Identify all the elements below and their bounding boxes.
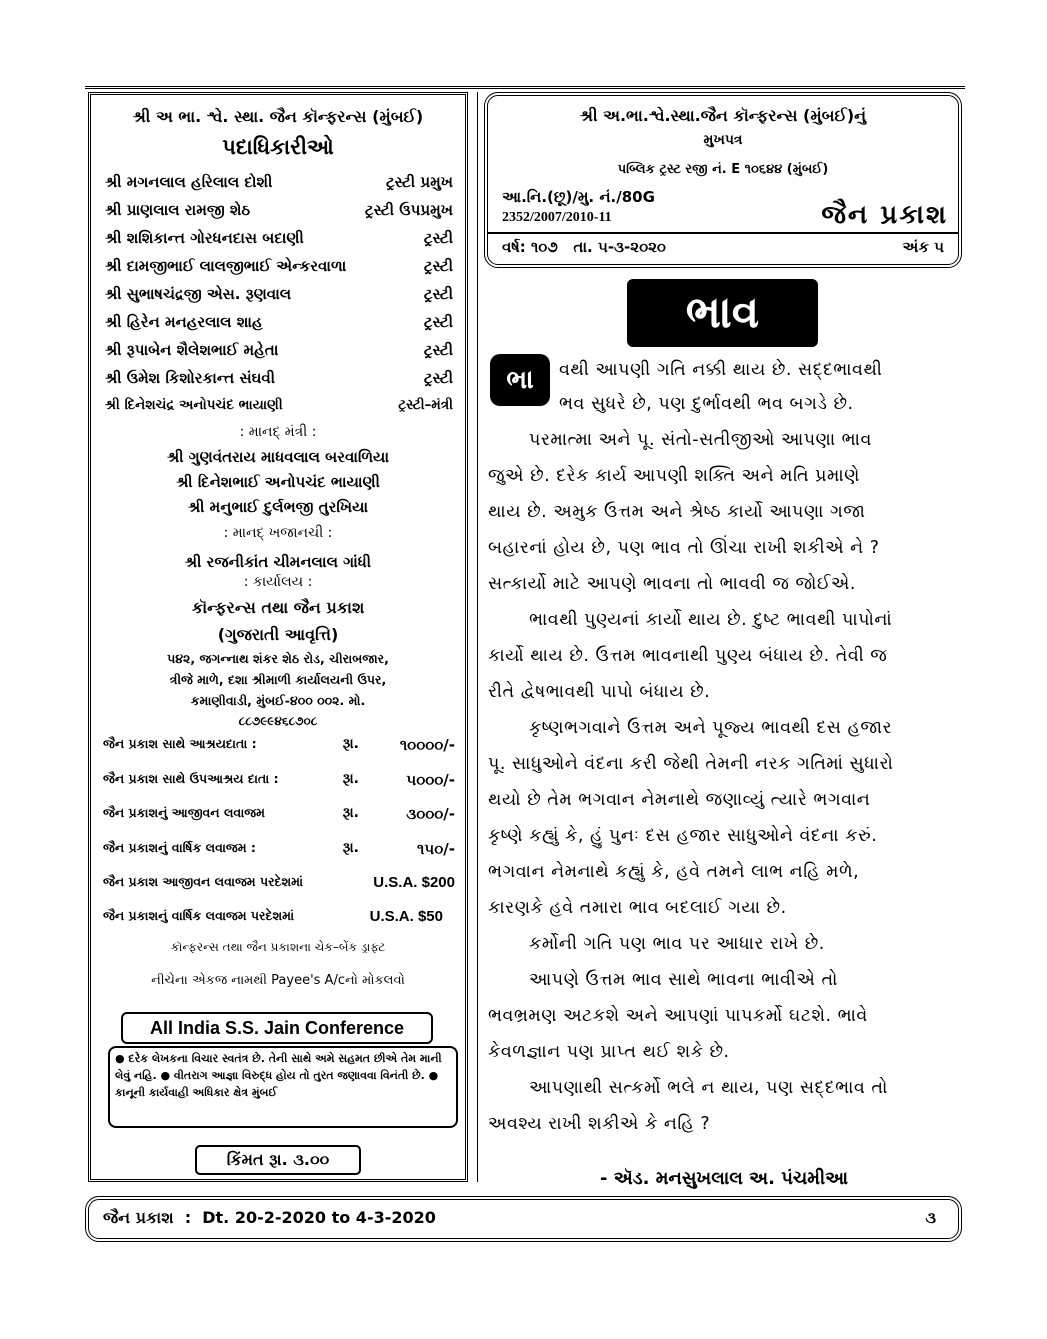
price-box: કિંમત રૂા. ૩.૦૦ xyxy=(195,1145,361,1175)
hon-secretary: શ્રી ગુણવંતરાય માધવલાલ બરવાળિયા xyxy=(166,448,390,466)
org-title: શ્રી અ ભા. શ્વે. સ્થા. જૈન કૉન્ફરન્સ (મુંબઈ) xyxy=(132,107,424,126)
address-line: કમાણીવાડી, મુંબઈ-૪૦૦ ૦૦૨. મો. xyxy=(190,693,366,708)
office-name: કૉન્ફરન્સ તથા જૈન પ્રકાશ xyxy=(191,598,365,617)
address-line: ૫૪૨, જગન્નાથ શંકર શેઠ રોડ, ચીરાબજાર, xyxy=(167,651,389,666)
article-line: કર્મોની ગતિ પણ ભાવ પર આધાર રાખે છે. xyxy=(529,934,825,954)
tax-reference: આ.નિ.(છૂ)/મુ. નં./80G xyxy=(502,188,655,206)
article-line: રીતે દ્વેષભાવથી પાપો બંધાય છે. xyxy=(488,682,711,702)
masthead-line1: શ્રી અ.ભા.શ્વે.સ્થા.જૈન કૉન્ફરન્સ (મુંબઈ)નું xyxy=(579,106,867,125)
page-number: ૩ xyxy=(925,1208,936,1227)
cheque-note: કૉન્ફરન્સ તથા જૈન પ્રકાશના ચેક–બેંક ડ્રાફ્ટ xyxy=(170,940,386,954)
article-line: થયો છે તેમ ભગવાન નેમનાથે જણાવ્યું ત્યારે ભગવાન xyxy=(488,790,871,810)
article-line: કેવળજ્ઞાન પણ પ્રાપ્ત થઈ શકે છે. xyxy=(488,1042,730,1062)
article-line: પરમાત્મા અને પૂ. સંતો-સતીજીઓ આપણા ભાવ xyxy=(529,430,872,450)
trustee-row: શ્રી હિરેન મનહરલાલ શાહ ટ્રસ્ટી xyxy=(105,313,453,331)
article-line: કાર્યો થાય છે. ઉત્તમ ભાવનાથી પુણ્ય બંધાય છે. તેવી જ xyxy=(488,646,888,666)
article-line: થાય છે. અમુક ઉત્તમ અને શ્રેષ્ઠ કાર્યો આપણા ગજા xyxy=(488,502,866,522)
article-line: ભવ સુધરે છે, પણ દુર્ભાવથી ભવ બગડે છે. xyxy=(559,394,854,414)
year-date: વર્ષ: ૧૦૭ તા. ૫-૩-૨૦૨૦ xyxy=(502,238,666,256)
fee-row: જૈન પ્રકાશનું આજીવન લવાજમ રૂા. ૩૦૦૦/- xyxy=(103,805,455,823)
fee-row: જૈન પ્રકાશ આજીવન લવાજમ પરદેશમાં U.S.A. $200 xyxy=(103,874,455,891)
author-signature: - ઍડ. મનસુખલાલ અ. પંચમીઆ xyxy=(600,1168,849,1189)
masthead xyxy=(484,92,962,268)
issue-number: અંક ૫ xyxy=(902,238,944,256)
article-line: કૃષ્ણભગવાને ઉત્તમ અને પૂજ્ય ભાવથી દસ હજાર xyxy=(529,718,893,738)
article-line: વથી આપણી ગતિ નક્કી થાય છે. સદ્દભાવથી xyxy=(559,360,883,380)
fee-row: જૈન પ્રકાશનું વાર્ષિક લવાજમ પરદેશમાં U.S.A. $50 xyxy=(103,908,443,925)
article-line: સત્કાર્યો માટે આપણે ભાવના તો ભાવવી જ જોઈએ. xyxy=(488,574,856,594)
hon-secretary: શ્રી મનુભાઈ દુર્લભજી તુરખિયા xyxy=(187,498,369,516)
drop-cap: ભા xyxy=(490,354,550,406)
trustee-row: શ્રી પ્રાણલાલ રામજી શેઠ ટ્રસ્ટી ઉપપ્રમુખ xyxy=(105,201,453,219)
footer-publication-dates: જૈન પ્રકાશ : Dt. 20-2-2020 to 4-3-2020 xyxy=(103,1208,436,1227)
trustee-row: શ્રી મગનલાલ હરિલાલ દોશી ટ્રસ્ટી પ્રમુખ xyxy=(105,173,453,191)
article-line: ભગવાન નેમનાથે કહ્યું કે, હવે તમને લાભ નહિ મળે, xyxy=(488,862,860,882)
page-footer xyxy=(85,1196,962,1242)
trustee-row: શ્રી સુભાષચંદ્રજી એસ. રૂણવાલ ટ્રસ્ટી xyxy=(105,285,453,303)
fee-row: જૈન પ્રકાશ સાથે ઉપઆશ્રય દાતા : રૂા. ૫૦૦૦/- xyxy=(103,771,455,789)
article-line: ભવભ્રમણ અટકશે અને આપણાં પાપકર્મો ઘટશે. ભાવે xyxy=(488,1006,868,1026)
article-line: આપણે ઉત્તમ ભાવ સાથે ભાવના ભાવીએ તો xyxy=(529,970,838,990)
article-headline: ભાવ xyxy=(627,279,818,347)
address-line: ત્રીજે માળે, દશા શ્રીમાળી કાર્યાલયની ઉપર, xyxy=(169,672,387,687)
article-line: કારણકે હવે તમારા ભાવ બદલાઈ ગયા છે. xyxy=(488,898,787,918)
top-rule xyxy=(85,86,965,89)
article-line: અવશ્ય રાખી શકીએ કે નહિ ? xyxy=(488,1114,711,1134)
trustee-row: શ્રી રૂપાબેન શૈલેશભાઈ મહેતા ટ્રસ્ટી xyxy=(105,341,453,359)
trustee-row: શ્રી દામજીભાઈ લાલજીભાઈ એન્કરવાળા ટ્રસ્ટી xyxy=(105,257,453,275)
article-line: જુએ છે. દરેક કાર્ય આપણી શક્તિ અને મતિ પ્રમાણે xyxy=(488,466,860,486)
masthead-divider xyxy=(488,232,958,234)
masthead-line2: મુખપત્ર xyxy=(703,132,743,148)
trustee-row: શ્રી ઉમેશ કિશોરકાન્ત સંઘવી ટ્રસ્ટી xyxy=(105,369,453,387)
office-label: : કાર્યાલય : xyxy=(243,574,313,590)
tax-reference-2: 2352/2007/2010-11 xyxy=(502,210,612,225)
hon-treasurer: શ્રી રજનીકાંત ચીમનલાલ ગાંધી xyxy=(184,553,372,571)
trust-registration: પબ્લિક ટ્રસ્ટ રજી નં. E ૧૦૬૪૪ (મુંબઈ) xyxy=(617,162,829,177)
article-line: પૂ. સાધુઓને વંદના કરી જેથી તેમની નરક ગતિમાં સુધારો xyxy=(488,754,894,774)
cheque-note: નીચેના એકજ નામથી Payee's A/cનો મોકલવો xyxy=(151,973,405,988)
hon-secretary-label: : માનદ્ મંત્રી : xyxy=(239,424,317,440)
edition: (ગુજરાતી આવૃત્તિ) xyxy=(217,625,339,644)
paper-name: જૈન પ્રકાશ xyxy=(821,200,948,230)
article-line: આપણાથી સત્કર્મો ભલે ન થાય, પણ સદ્દભાવ તો xyxy=(529,1078,888,1098)
fee-row: જૈન પ્રકાશનું વાર્ષિક લવાજમ : રૂા. ૧૫૦/- xyxy=(103,840,455,858)
payee-name-box: All India S.S. Jain Conference xyxy=(121,1012,433,1044)
office-bearers-heading: પદાધિકારીઓ xyxy=(222,135,334,159)
trustee-row: શ્રી શશિકાન્ત ગોરધનદાસ બદાણી ટ્રસ્ટી xyxy=(105,229,453,247)
article-line: બહારનાં હોય છે, પણ ભાવ તો ઊંચા રાખી શકીએ ને ? xyxy=(488,538,880,558)
phone-number: ૮૮૭૯૯૪૬૮૭૦૮ xyxy=(238,714,318,728)
hon-secretary: શ્રી દિનેશભાઈ અનોપચંદ ભાયાણી xyxy=(176,473,380,491)
fee-row: જૈન પ્રકાશ સાથે આશ્રયદાતા : રૂા. ૧૦૦૦૦/- xyxy=(103,736,455,754)
article-line: કૃષ્ણે કહ્યું કે, હું પુનઃ દસ હજાર સાધુઓને વંદના કરું. xyxy=(488,826,878,846)
article-line: ભાવથી પુણ્યનાં કાર્યો થાય છે. દુષ્ટ ભાવથી પાપોનાં xyxy=(529,610,893,630)
hon-treasurer-label: : માનદ્ ખજાનચી : xyxy=(223,525,333,541)
trustee-row: શ્રી દિનેશચંદ્ર અનોપચંદ ભાયાણી ટ્રસ્ટી–મંત્રી xyxy=(105,397,453,413)
column-divider xyxy=(477,92,478,1182)
disclaimer-box: ● દરેક લેખકના વિચાર સ્વતંત્ર છે. તેની સાથે અમે સહમત છીએ તેમ માની લેવું નહિ. ● વીતરાગ આજ્ઞા વિરુદ્ધ હોય તો તુરત જણાવવા વિનંતી છે. ● કાનૂની કાર્યવાહી અધિકાર ક્ષેત્ર મુંબઈ xyxy=(108,1046,458,1128)
